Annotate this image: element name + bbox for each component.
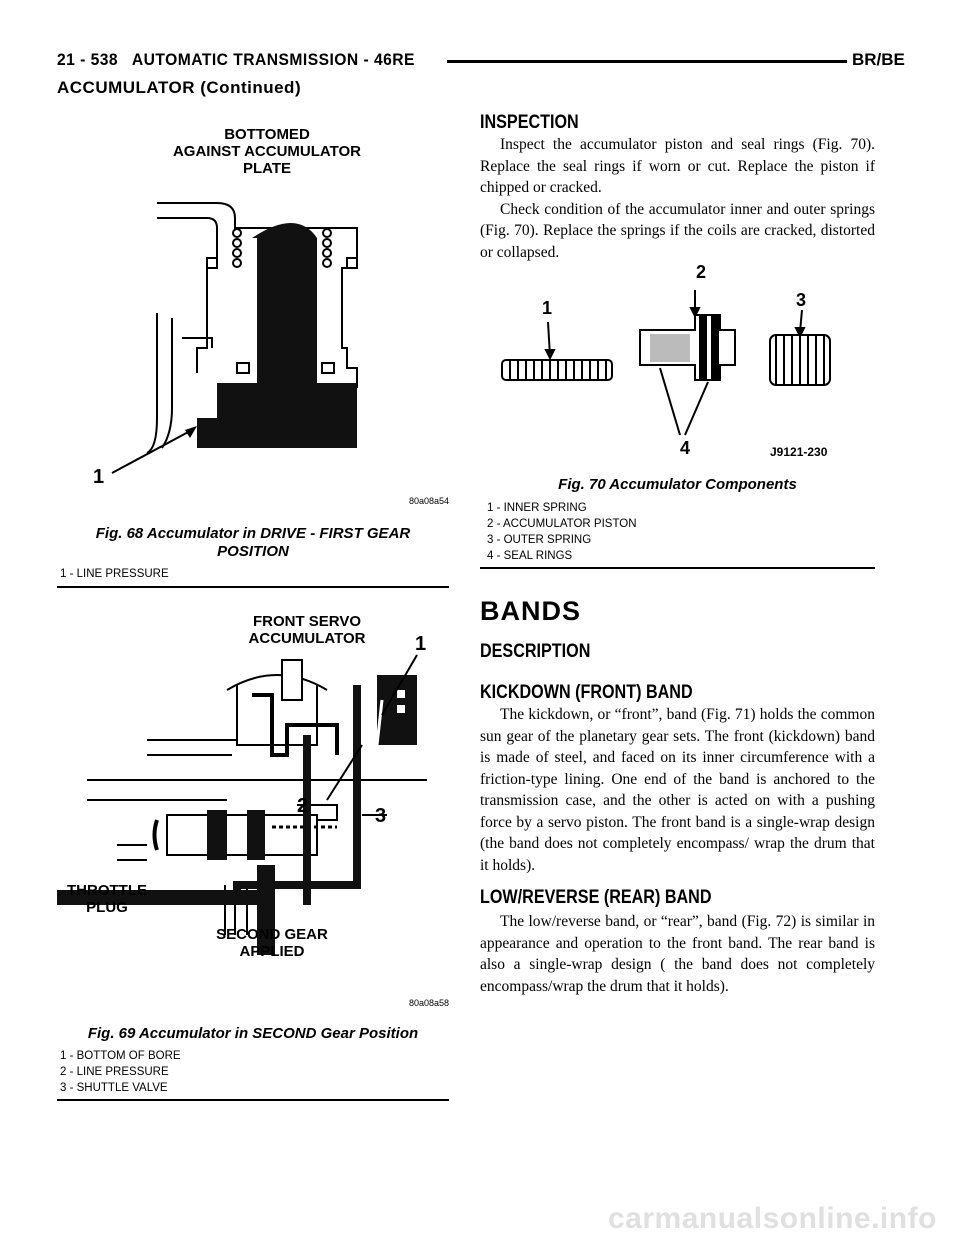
fig69-callout-6: 6 [285,887,293,902]
fig69-bottom-label: SECOND GEAR APPLIED [216,926,328,960]
bands-heading: BANDS [480,596,582,626]
kickdown-heading: KICKDOWN (FRONT) BAND [480,682,693,703]
page-header-left: 21 - 538 AUTOMATIC TRANSMISSION - 46RE [57,50,415,69]
fig70-caption: Fig. 70 Accumulator Components [558,476,797,493]
kickdown-body [480,704,875,876]
fig70-legend-3: 3 - OUTER SPRING [487,534,592,546]
kickdown-paragraph: The kickdown, or “front”, band (Fig. 71) holds the common sun gear of the planetary gear sets. The front (kickdown) band is made of steel, and faced on its inner circumference with a friction-type lining. One end of the band is anchored to the transmission case, and the other is acted on with a pushing force by a servo piston. The front band is a single-wrap design (the band does not completely encompass/ wrap the drum that it holds). [480,706,875,874]
fig69-callout-3: 3 [375,805,387,827]
fig68-top-label: BOTTOMED AGAINST ACCUMULATOR PLATE [172,126,362,177]
lowrev-body [480,911,875,997]
fig68-code: 80a08a54 [409,496,450,506]
description-heading: DESCRIPTION [480,641,591,662]
fig69-top-label: FRONT SERVO ACCUMULATOR [248,613,366,647]
inspection-heading: INSPECTION [480,112,579,133]
fig68-rule [57,586,449,588]
fig70-legend-2: 2 - ACCUMULATOR PISTON [487,518,637,530]
fig69-rule [57,1099,449,1101]
fig70-callout-1: 1 [542,298,553,318]
inspection-body [480,134,875,263]
fig70-illustration [480,250,875,470]
watermark: carmanualsonline.info [608,1202,937,1235]
continued-heading: ACCUMULATOR (Continued) [57,78,302,97]
fig70-legend-4: 4 - SEAL RINGS [487,550,573,562]
fig70-legend-1: 1 - INNER SPRING [487,502,587,514]
fig68-illustration [57,118,449,510]
lowrev-paragraph: The low/reverse band, or “rear”, band (Fig. 72) is similar in appearance and operation to the front band. The rear band is also a single-wrap design ( the band does not completely encompass/wrap the drum that it holds). [480,913,875,995]
fig68-legend-item: 1 - LINE PRESSURE [60,568,169,580]
fig70-code: J9121-230 [770,445,828,459]
accumulator-drive-diagram [57,118,449,510]
fig68-caption: Fig. 68 Accumulator in DRIVE - FIRST GEAR POSITION [95,525,411,560]
lowrev-heading: LOW/REVERSE (REAR) BAND [480,887,712,908]
fig69-legend-3: 3 - SHUTTLE VALVE [60,1082,168,1094]
fig69-legend-2: 2 - LINE PRESSURE [60,1066,169,1078]
fig69-left-label: THROTTLE PLUG [67,882,147,916]
fig69-callout-2: 2 [297,795,309,817]
header-rule [447,60,847,63]
fig70-rule [480,567,875,569]
fig69-legend-1: 1 - BOTTOM OF BORE [60,1050,181,1062]
fig70-callout-2: 2 [696,262,707,282]
fig70-callout-3: 3 [796,290,807,310]
fig68-callout-1: 1 [93,466,105,488]
page-header-right: BR/BE [852,50,905,69]
fig69-callout-1: 1 [415,633,427,655]
fig69-code: 80a08a58 [409,998,450,1008]
accumulator-components-diagram [480,250,875,470]
inspection-paragraph-2: Check condition of the accumulator inner and outer springs (Fig. 70). Replace the springs if the coils are cracked, distorted or collapsed. [480,200,875,261]
fig69-illustration [57,605,449,1017]
inspection-paragraph-1: Inspect the accumulator piston and seal rings (Fig. 70). Replace the seal rings if worn or cut. Replace the piston if chipped or cracked. [480,136,875,196]
fig70-callout-4: 4 [680,438,691,458]
fig69-caption: Fig. 69 Accumulator in SECOND Gear Position [87,1025,419,1042]
